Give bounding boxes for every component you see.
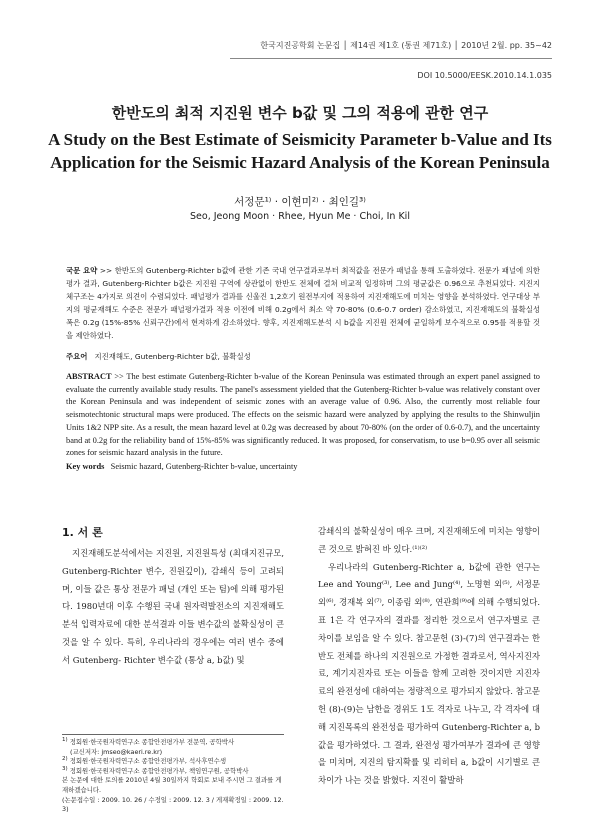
korean-abstract — [66, 264, 540, 342]
english-keywords — [66, 460, 540, 473]
body-column-left: 지진재해도분석에서는 지진원, 지진원특성 (최대지진규모, Gutenberg-Richter 변수, 진원깊이), 감쇄식 등이 고려되며, 이들 값은 통상 전문가 패널 (개인 또는 팀)에 의해 평가된다. 1980년대 이후 수행된 국내 원자력발전소의 지진재해도분석 입력자료에 대한 분석결과 이들 변수값의 불확실성이 큰 것을 알 수 있다. 특히, 우리나라의 경우에는 여러 변수 중에서 Gutenberg- Richter 변수값 (통상 a, b값) 및 — [62, 548, 284, 665]
journal-header: 한국지진공학회 논문집 │ 제14권 제1호 (통권 제71호) │ 2010년 2월. pp. 35~42 — [260, 41, 552, 50]
footnotes — [62, 738, 284, 815]
footnote-discussion: 본 논문에 대한 토의를 2010년 4월 30일까지 학회로 보내 주시면 그 결과를 게재하겠습니다. — [62, 776, 282, 794]
footnote-1-contact: (교신저자: jmseo@kaeri.re.kr) — [70, 747, 163, 756]
korean-keywords-text: 지진재해도, Gutenberg-Richter b값, 불확실성 — [94, 352, 251, 361]
korean-title: 한반도의 최적 지진원 변수 b값 및 그의 적용에 관한 연구 — [111, 104, 489, 122]
doi-line: DOI 10.5000/EESK.2010.14.1.035 — [417, 71, 552, 80]
english-abstract-text: >> The best estimate Gutenberg-Richter b-value of the Korean Peninsula was estimated through an expert panel assigned to evaluate the currently available study results. The panel's assessment yielded that the Gutenberg-Richter b-value was relatively constant over the Korean Peninsula and was independent of seismic zones with an average value of 0.96. Also, the currently most reliable four seismotechtonic structural maps were produced. The effects on the seismic hazard were analyzed by applying the results to the Shinwuljin Units 1&2 NPP site. As a result, the mean hazard level at 0.2g was decreased by about 70-80% (on the order of 0.6-0.7), and the uncertainty band at 0.2g for the reliability band of 15%-85% was significantly reduced. It was proposed, for conservatism, to use b=0.95 over all seismic zones for seismic hazard analysis in the future. — [66, 372, 540, 458]
korean-keywords — [66, 350, 540, 363]
header-rule — [230, 58, 552, 59]
section-heading: 1. 서 론 — [62, 526, 103, 539]
english-abstract-label: ABSTRACT — [66, 372, 112, 381]
english-title: A Study on the Best Estimate of Seismicity Parameter b-Value and Its Application for the Seismic Hazard Analysis of the Korean Peninsula — [48, 130, 552, 172]
english-authors: Seo, Jeong Moon · Rhee, Hyun Me · Choi, In Kil — [190, 211, 410, 222]
body-paragraph-1: 감쇄식의 불확실성이 매우 크며, 지진재해도에 미치는 영향이 큰 것으로 밝혀진 바 있다.⁽¹⁾⁽²⁾ — [318, 526, 540, 554]
english-keywords-label: Key words — [66, 462, 105, 471]
body-column-right — [318, 523, 540, 790]
korean-keywords-label: 주요어 — [66, 352, 88, 361]
korean-authors: 서정문¹⁾ · 이현미²⁾ · 최인길³⁾ — [234, 196, 366, 208]
korean-abstract-label: 국문 요약 — [66, 266, 98, 275]
footnote-3: $^{3)}$ 정회원·한국원자력연구소 종합안전평가부, 책임연구원, 공학박사 — [62, 765, 249, 775]
body-paragraph-2: 우리나라의 Gutenberg-Richter a, b값에 관한 연구는 Lee and Young⁽³⁾, Lee and Jung⁽⁴⁾, 노명현 외⁽⁵⁾, 서정문 외⁽⁶⁾, 경재복 외⁽⁷⁾, 이종림 외⁽⁸⁾, 연관희⁽⁹⁾에 의해 수행되었다. 표 1은 각 연구자의 결과를 정리한 것으로서 연구자별로 큰 차이를 보임을 알 수 있다. 참고문헌 (3)-(7)의 연구결과는 한반도 전체를 하나의 지진원으로 가정한 결과로서, 역사지진자료, 계기지진자료 또는 이들을 함께 고려한 것이지만 지진자료의 완전성에 대하여는 정량적으로 평가되지 않았다. 참고문헌 (8)-(9)는 남한을 경위도 1도 격자로 나누고, 각 격자에 대해 지진목록의 완전성을 평가하여 Gutenberg-Richter a, b 값을 평가하였다. 그 결과, 완전성 평가여부가 결과에 큰 영향을 미치며, 지진의 탐지확률 및 리히터 a, b값이 시기별로 큰 차이가 나는 것을 밝혔다. 지진이 활발하 — [318, 561, 540, 786]
english-abstract — [66, 371, 540, 460]
footnote-dates: (논문접수일 : 2009. 10. 26 / 수정일 : 2009. 12. 3 / 게재확정일 : 2009. 12. 3) — [62, 795, 284, 814]
footnote-2: $^{2)}$ 정회원·한국원자력연구소 종합안전평가부, 석사후연수생 — [62, 756, 226, 766]
english-keywords-text: Seismic hazard, Gutenberg-Richter b-value, uncertainty — [110, 462, 298, 471]
korean-abstract-text: >> 한반도의 Gutenberg-Richter b값에 관한 기존 국내 연구결과로부터 최적값을 전문가 패널을 통해 도출하였다. 전문가 패널에 의한 평가 결과, Gutenberg-Richter b값은 지진원 구역에 상관없이 한반도 전체에 걸쳐 비교적 일정하며 그의 평균값은 0.96으로 추천되었다. 지진지체구조는 4가지로 의견이 수렴되었다. 패널평가 결과를 신울진 1,2호기 원전부지에 적용하여 지진재해도에 미치는 영향을 분석하였다. 연구대상 부지의 평균재해도 수준은 전문가 패널평가결과 적용 이전에 비해 0.2g에서 최소 약 70-80% (0.6-0.7 order) 감소하였고, 지진재해도의 불확실성 폭은 0.2g (15%-85% 신뢰구간)에서 현저하게 감소하였다. 향후, 지진재해도분석 시 b값을 지진원 전체에 균일하게 보수적으로 0.95를 적용할 것을 제안하였다. — [66, 266, 540, 340]
footnote-rule — [62, 734, 284, 735]
footnote-1: $^{1)}$ 정회원·한국원자력연구소 종합안전평가부 전문역, 공학박사 — [62, 736, 235, 746]
